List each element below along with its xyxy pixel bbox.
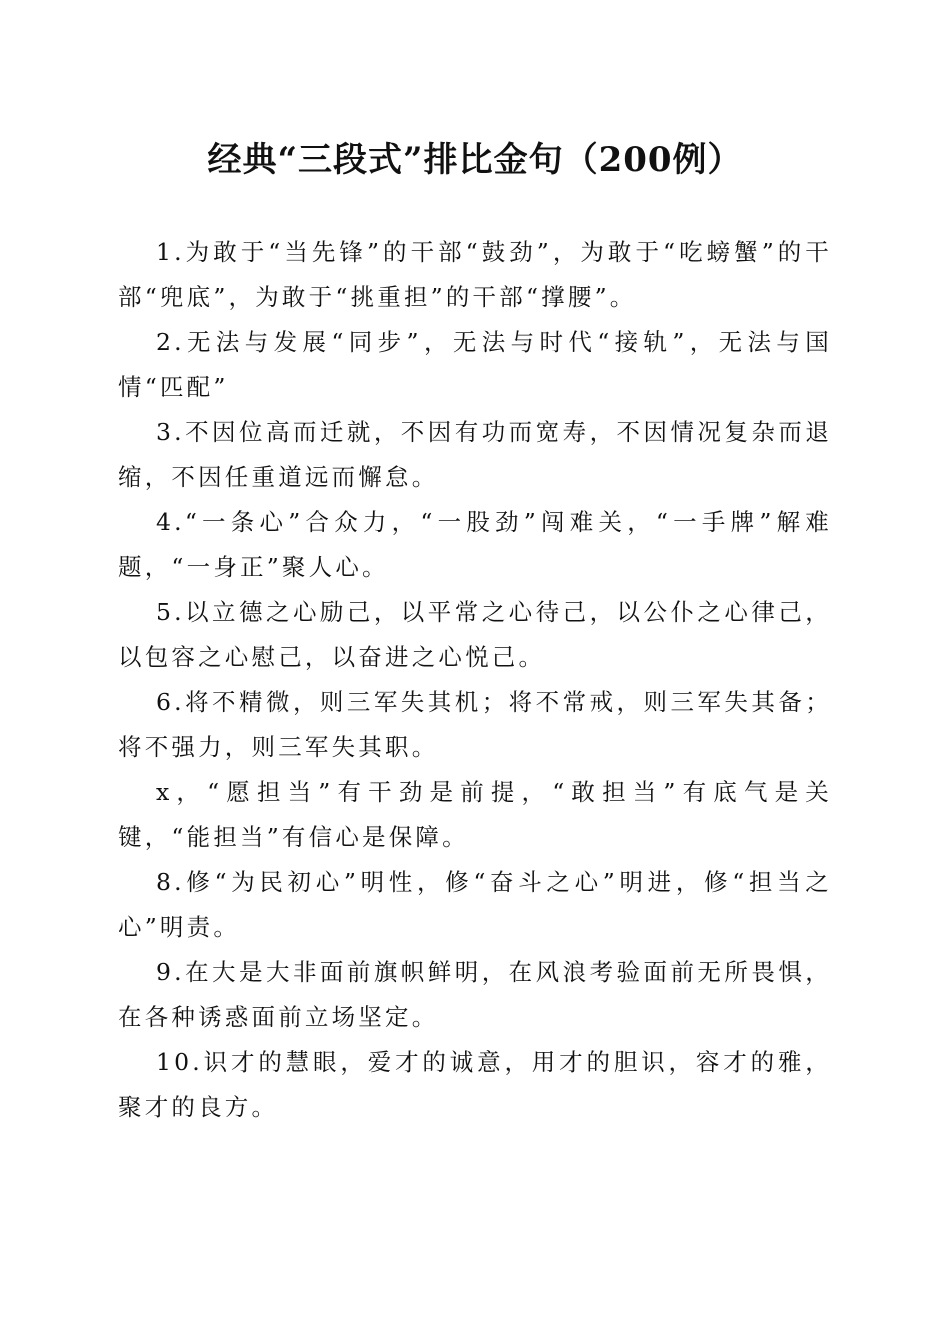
paragraph-10: 10.识才的慧眼，爱才的诚意，用才的胆识，容才的雅，聚才的良方。 (118, 1048, 832, 1121)
paragraph-9: 9.在大是大非面前旗帜鲜明，在风浪考验面前无所畏惧，在各种诱惑面前立场坚定。 (118, 958, 832, 1031)
paragraph-1: 1.为敢于“当先锋”的干部“鼓劲”，为敢于“吃螃蟹”的干部“兜底”，为敢于“挑重担”的干部“撑腰”。 (118, 238, 832, 311)
paragraph-2: 2.无法与发展“同步”，无法与时代“接轨”，无法与国情“匹配” (118, 328, 832, 401)
paragraph-8: 8.修“为民初心”明性，修“奋斗之心”明进，修“担当之心”明责。 (118, 868, 832, 941)
paragraph-4: 4.“一条心”合众力，“一股劲”闯难关，“一手牌”解难题，“一身正”聚人心。 (118, 508, 832, 581)
document-body (118, 230, 832, 1130)
paragraph-7: x，“愿担当”有干劲是前提，“敢担当”有底气是关键，“能担当”有信心是保障。 (118, 778, 832, 851)
paragraph-5: 5.以立德之心励己，以平常之心待己，以公仆之心律己，以包容之心慰己，以奋进之心悦己。 (118, 598, 832, 671)
paragraph-3: 3.不因位高而迁就，不因有功而宽寿，不因情况复杂而退缩，不因任重道远而懈怠。 (118, 418, 832, 491)
document-title: 经典“三段式”排比金句（200例） (207, 140, 743, 180)
paragraph-6: 6.将不精微，则三军失其机；将不常戒，则三军失其备；将不强力，则三军失其职。 (118, 688, 832, 761)
